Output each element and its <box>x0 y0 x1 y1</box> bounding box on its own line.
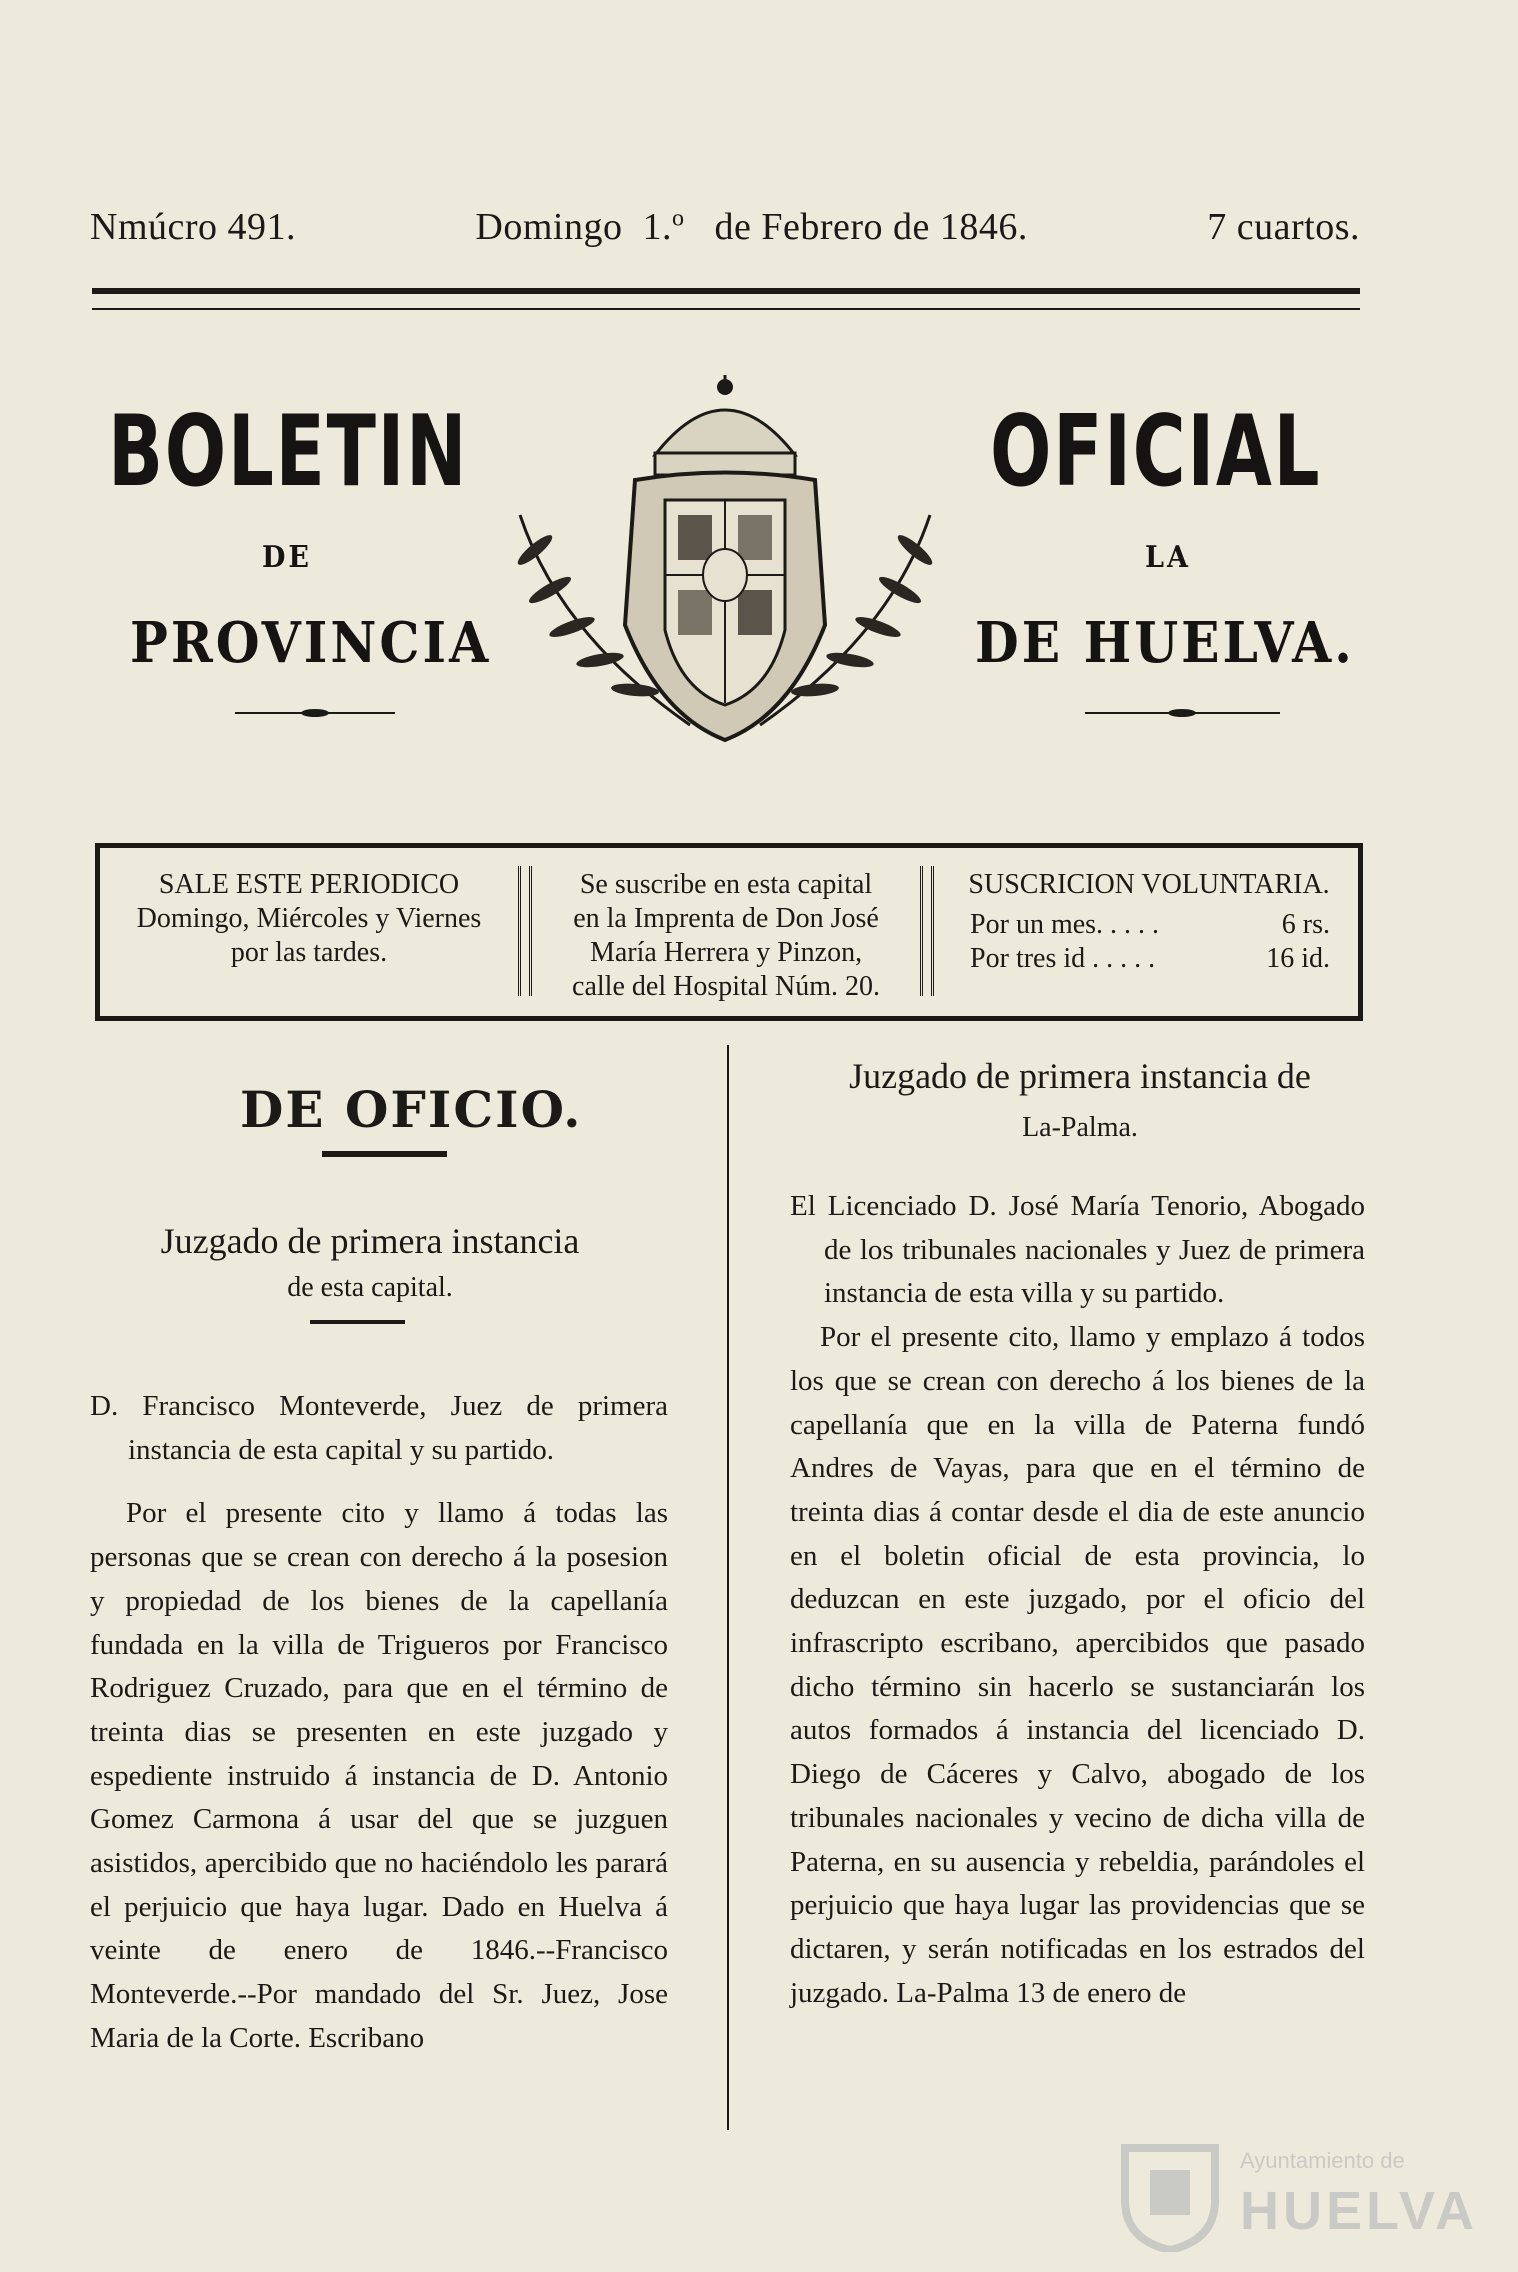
location-line: calle del Hospital Núm. 20. <box>572 971 880 1002</box>
header-rule <box>92 288 1360 310</box>
location-line: Se suscribe en esta capital <box>579 869 873 900</box>
ornament-right <box>1085 708 1280 718</box>
issue-date-ordinal: o <box>671 205 685 232</box>
subscription-location <box>532 848 920 1016</box>
issue-date-rest: de Febrero de 1846. <box>714 206 1028 248</box>
issue-price: 7 cuartos. <box>1207 206 1360 248</box>
ornament-left <box>235 708 395 718</box>
issue-day: Domingo <box>475 206 623 248</box>
rate-label: Por un mes. . . . . <box>970 909 1160 940</box>
column-separator <box>518 866 532 996</box>
section-rule <box>322 1151 447 1157</box>
column-divider <box>727 1045 729 2130</box>
rate-value: 16 id. <box>1266 943 1331 974</box>
masthead-provincia: PROVINCIA <box>130 610 492 676</box>
schedule-title: SALE ESTE PERIODICO <box>158 869 460 900</box>
left-article-heading: Juzgado de primera instancia <box>160 1221 580 1261</box>
paragraph: D. Francisco Monteverde, Juez de primera instancia de esta capital y su partido. <box>90 1390 668 1466</box>
issue-date-number: 1. <box>642 206 672 248</box>
left-article-body <box>90 1385 668 2061</box>
schedule-time: por las tardes. <box>230 937 388 968</box>
subscription-rates <box>934 848 1358 1016</box>
masthead-boletin: BOLETIN <box>108 395 469 509</box>
paragraph: Por el presente cito, llamo y emplazo á todos los que se crean con derecho á los bienes de la capellanía que en la villa de Paterna fundó Andres de Vayas, para que en el término de treinta dias á contar desde el dia de este anuncio en el boletin oficial de esta provincia, lo deduzcan en este juzgado, por el oficio del infrascripto escribano, apercibidos que pasado dicho término sin hacerlo se sustanciarán los autos formados á instancia del licenciado D. Diego de Cáceres y Calvo, abogado de los tribunales nacionales y vecino de dicha villa de Paterna, en su ausencia y rebeldia, parándoles el perjuicio que haya lugar las providencias que se dictaren, y serán notificadas en los estrados del juzgado. La-Palma 13 de enero de <box>790 1321 1365 2009</box>
column-separator <box>920 866 934 996</box>
left-article-subheading: de esta capital. <box>287 1272 453 1303</box>
right-article-subheading: La-Palma. <box>1022 1112 1138 1143</box>
city-shield-icon <box>1115 2140 1225 2252</box>
issue-line <box>90 205 1360 249</box>
rates-title: SUSCRICION VOLUNTARIA. <box>968 869 1330 900</box>
paragraph: El Licenciado D. José María Tenorio, Abogado de los tribunales nacionales y Juez de primera instancia de esta villa y su partido. <box>790 1190 1365 1310</box>
rate-value: 6 rs. <box>1281 909 1331 940</box>
section-title: DE OFICIO. <box>240 1080 583 1139</box>
coat-of-arms-icon <box>490 375 960 755</box>
rate-row <box>940 942 1358 976</box>
schedule-days: Domingo, Miércoles y Viernes <box>136 903 482 934</box>
masthead-la: LA <box>1145 540 1191 575</box>
publication-schedule <box>100 848 518 1016</box>
subscription-info-box <box>95 843 1363 1021</box>
issue-date <box>475 205 1027 249</box>
paragraph: Por el presente cito y llamo á todas las personas que se crean con derecho á la posesion y propiedad de los bienes de la capellanía fundada en la villa de Trigueros por Francisco Rodriguez Cruzado, para que en el término de treinta dias se presenten en este juzgado y espediente instruido á instancia de D. Antonio Gomez Carmona á usar del que se juzguen asistidos, apercibido que no haciéndolo les parará el perjuicio que haya lugar. Dado en Huelva á veinte de enero de 1846.--Francisco Monteverde.--Por mandado del Sr. Juez, Jose Maria de la Corte. Escribano <box>90 1497 668 2054</box>
masthead-de: DE <box>262 540 312 575</box>
issue-number: Nmúcro 491. <box>90 206 297 248</box>
watermark-line2: HUELVA <box>1240 2181 1478 2241</box>
watermark-line1: Ayuntamiento de <box>1240 2148 1405 2173</box>
masthead-oficial: OFICIAL <box>990 395 1322 509</box>
archive-watermark <box>1115 2140 1478 2252</box>
right-article-body <box>790 1185 1365 2015</box>
rate-row <box>940 908 1358 942</box>
rate-label: Por tres id . . . . . <box>970 943 1156 974</box>
heading-rule <box>310 1320 405 1324</box>
right-article-heading: Juzgado de primera instancia de <box>849 1056 1311 1096</box>
location-line: en la Imprenta de Don José <box>573 903 879 934</box>
location-line: María Herrera y Pinzon, <box>589 937 863 968</box>
masthead-de-huelva: DE HUELVA. <box>975 610 1355 676</box>
